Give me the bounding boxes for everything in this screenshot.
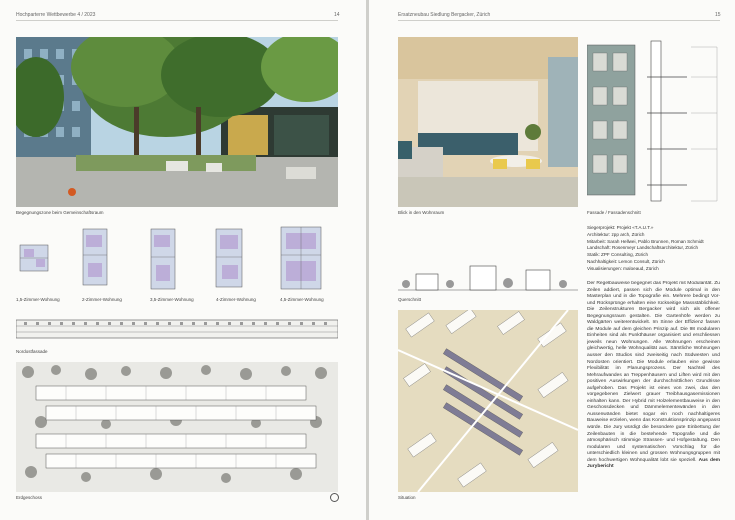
right-page-header: Ersatzneubau Siedlung Bergacker, Zürich: [398, 12, 491, 18]
left-page: [0, 0, 366, 520]
facade-elevation: [16, 316, 338, 340]
plan-caption-5: 4,5-Zimmer-Wohnung: [280, 297, 324, 302]
right-page: [369, 0, 735, 520]
credit-line: Mitarbeit: Sarah Hellwei, Pablo Brunnen, Roman Schmidt: [587, 238, 704, 244]
credit-line: Architektur: zpp arch, Zürich: [587, 231, 645, 237]
cross-section-caption: Querschnitt: [398, 297, 422, 302]
ground-floor-plan: [16, 362, 338, 492]
north-arrow-icon: [330, 493, 339, 502]
courtyard-photo: [16, 37, 338, 207]
right-page-number: 15: [715, 12, 721, 18]
credit-line: Siegerprojekt: Projekt «T.A.U.T.»: [587, 225, 654, 230]
facade-caption: Nordostfassade: [16, 349, 48, 354]
project-credits: [587, 225, 704, 273]
credit-line: Statik: ZPF Consulting, Zürich: [587, 252, 649, 258]
left-page-number: 14: [334, 12, 340, 18]
article-source: Aus dem Jurybericht: [587, 457, 720, 470]
left-page-header: Hochparterre Wettbewerbe 4 / 2023: [16, 12, 96, 18]
plan-caption-3: 3,5-Zimmer-Wohnung: [150, 297, 194, 302]
article-body-text: Der Regelbauweise begegnet das Projekt mit Modularität. Zu Zeilen addiert, passen sich die Module optimal in den Masterplan und in die Topografie ein. Mehrere bedingt Vor- und Rücksprünge erhalten eine rückseitige Massstäblichkeit. Die Zeilenstrukturen Bergacker wird sich als offener Begegnungsraum gestalten. Die Gartenhöfe werden zu Waldgärten weiterentwickelt. Im Sinne der Effizienz fassen die Module auf dem gleichen Prinzip auf. Die 98 modularen Einheiten sind als Punkthäuser organisiert und erschliessen jeweils neun Wohnungen. Alle Wohnungen erscheinen gleichwertig, helle Wohnqualität aus. Sämtliche Wohnungen ausser den Studios sind zweiseitig nach Südwesten und Nordosten orientiert. Die Module erlauben eine gewisse Flexibilität im Planungsprozess. Der Nachteil des Mehraufwandes an Treppenhäusern und Liften wird mit den positiven Auswirkungen der durchschnittlichen Grundrisse aufgehoben. Das Projekt ist eines von zwei, das den vorgegebenen Zielwert grauer Treibhausgasemissionen einhalten kann. Der Hybrid mit Holzelementbauweise in den Geschossdecken und Dämmelementewänden in den Aussenwänden bietet sogar ein noch nachhaltigeres Bauweise erzielen, wenn das Konstruktionsprinzip angepasst würde. Die Jury würdigt die besondere gute Einbettung der Zeilenbauten in die bestehende Topografie und die atmosphärisch stimmige Strassen- und Hofgestaltung. Den modularen und systematischen Vorschlag für die unterschiedlich kleinen und grossen Wohnungsgruppen mit dem hochwertigen Wohnqualität lobt sie speziell.: [587, 281, 720, 463]
situation-caption: Situation: [398, 495, 416, 500]
courtyard-photo-caption: Begegnungszone beim Gemeinschaftsraum: [16, 210, 104, 215]
facade-section-caption: Fassade / Fassadenschnitt: [587, 210, 641, 215]
facade-section-drawing: [587, 37, 720, 207]
right-header-rule: [398, 20, 720, 21]
interior-photo-caption: Blick in den Wohnraum: [398, 210, 445, 215]
article-body: [587, 281, 720, 499]
credit-line: Nachhaltigkeit: Lemon Consult, Zürich: [587, 258, 665, 264]
plan-caption-2: 2-Zimmer-Wohnung: [82, 297, 122, 302]
floor-plans: [16, 225, 338, 293]
credit-line: Landschaft: Rosenmeyr Landschaftsarchitektur, Zürich: [587, 245, 699, 251]
left-header-rule: [16, 20, 338, 21]
ground-floor-caption: Erdgeschoss: [16, 495, 43, 500]
credit-line: Visualisierungen: maloeaud, Zürich: [587, 265, 659, 271]
situation-plan: [398, 310, 578, 492]
interior-photo: [398, 37, 578, 207]
plan-caption-1: 1,5-Zimmer-Wohnung: [16, 297, 60, 302]
plan-caption-4: 4-Zimmer-Wohnung: [216, 297, 256, 302]
cross-section-drawing: [398, 262, 578, 294]
